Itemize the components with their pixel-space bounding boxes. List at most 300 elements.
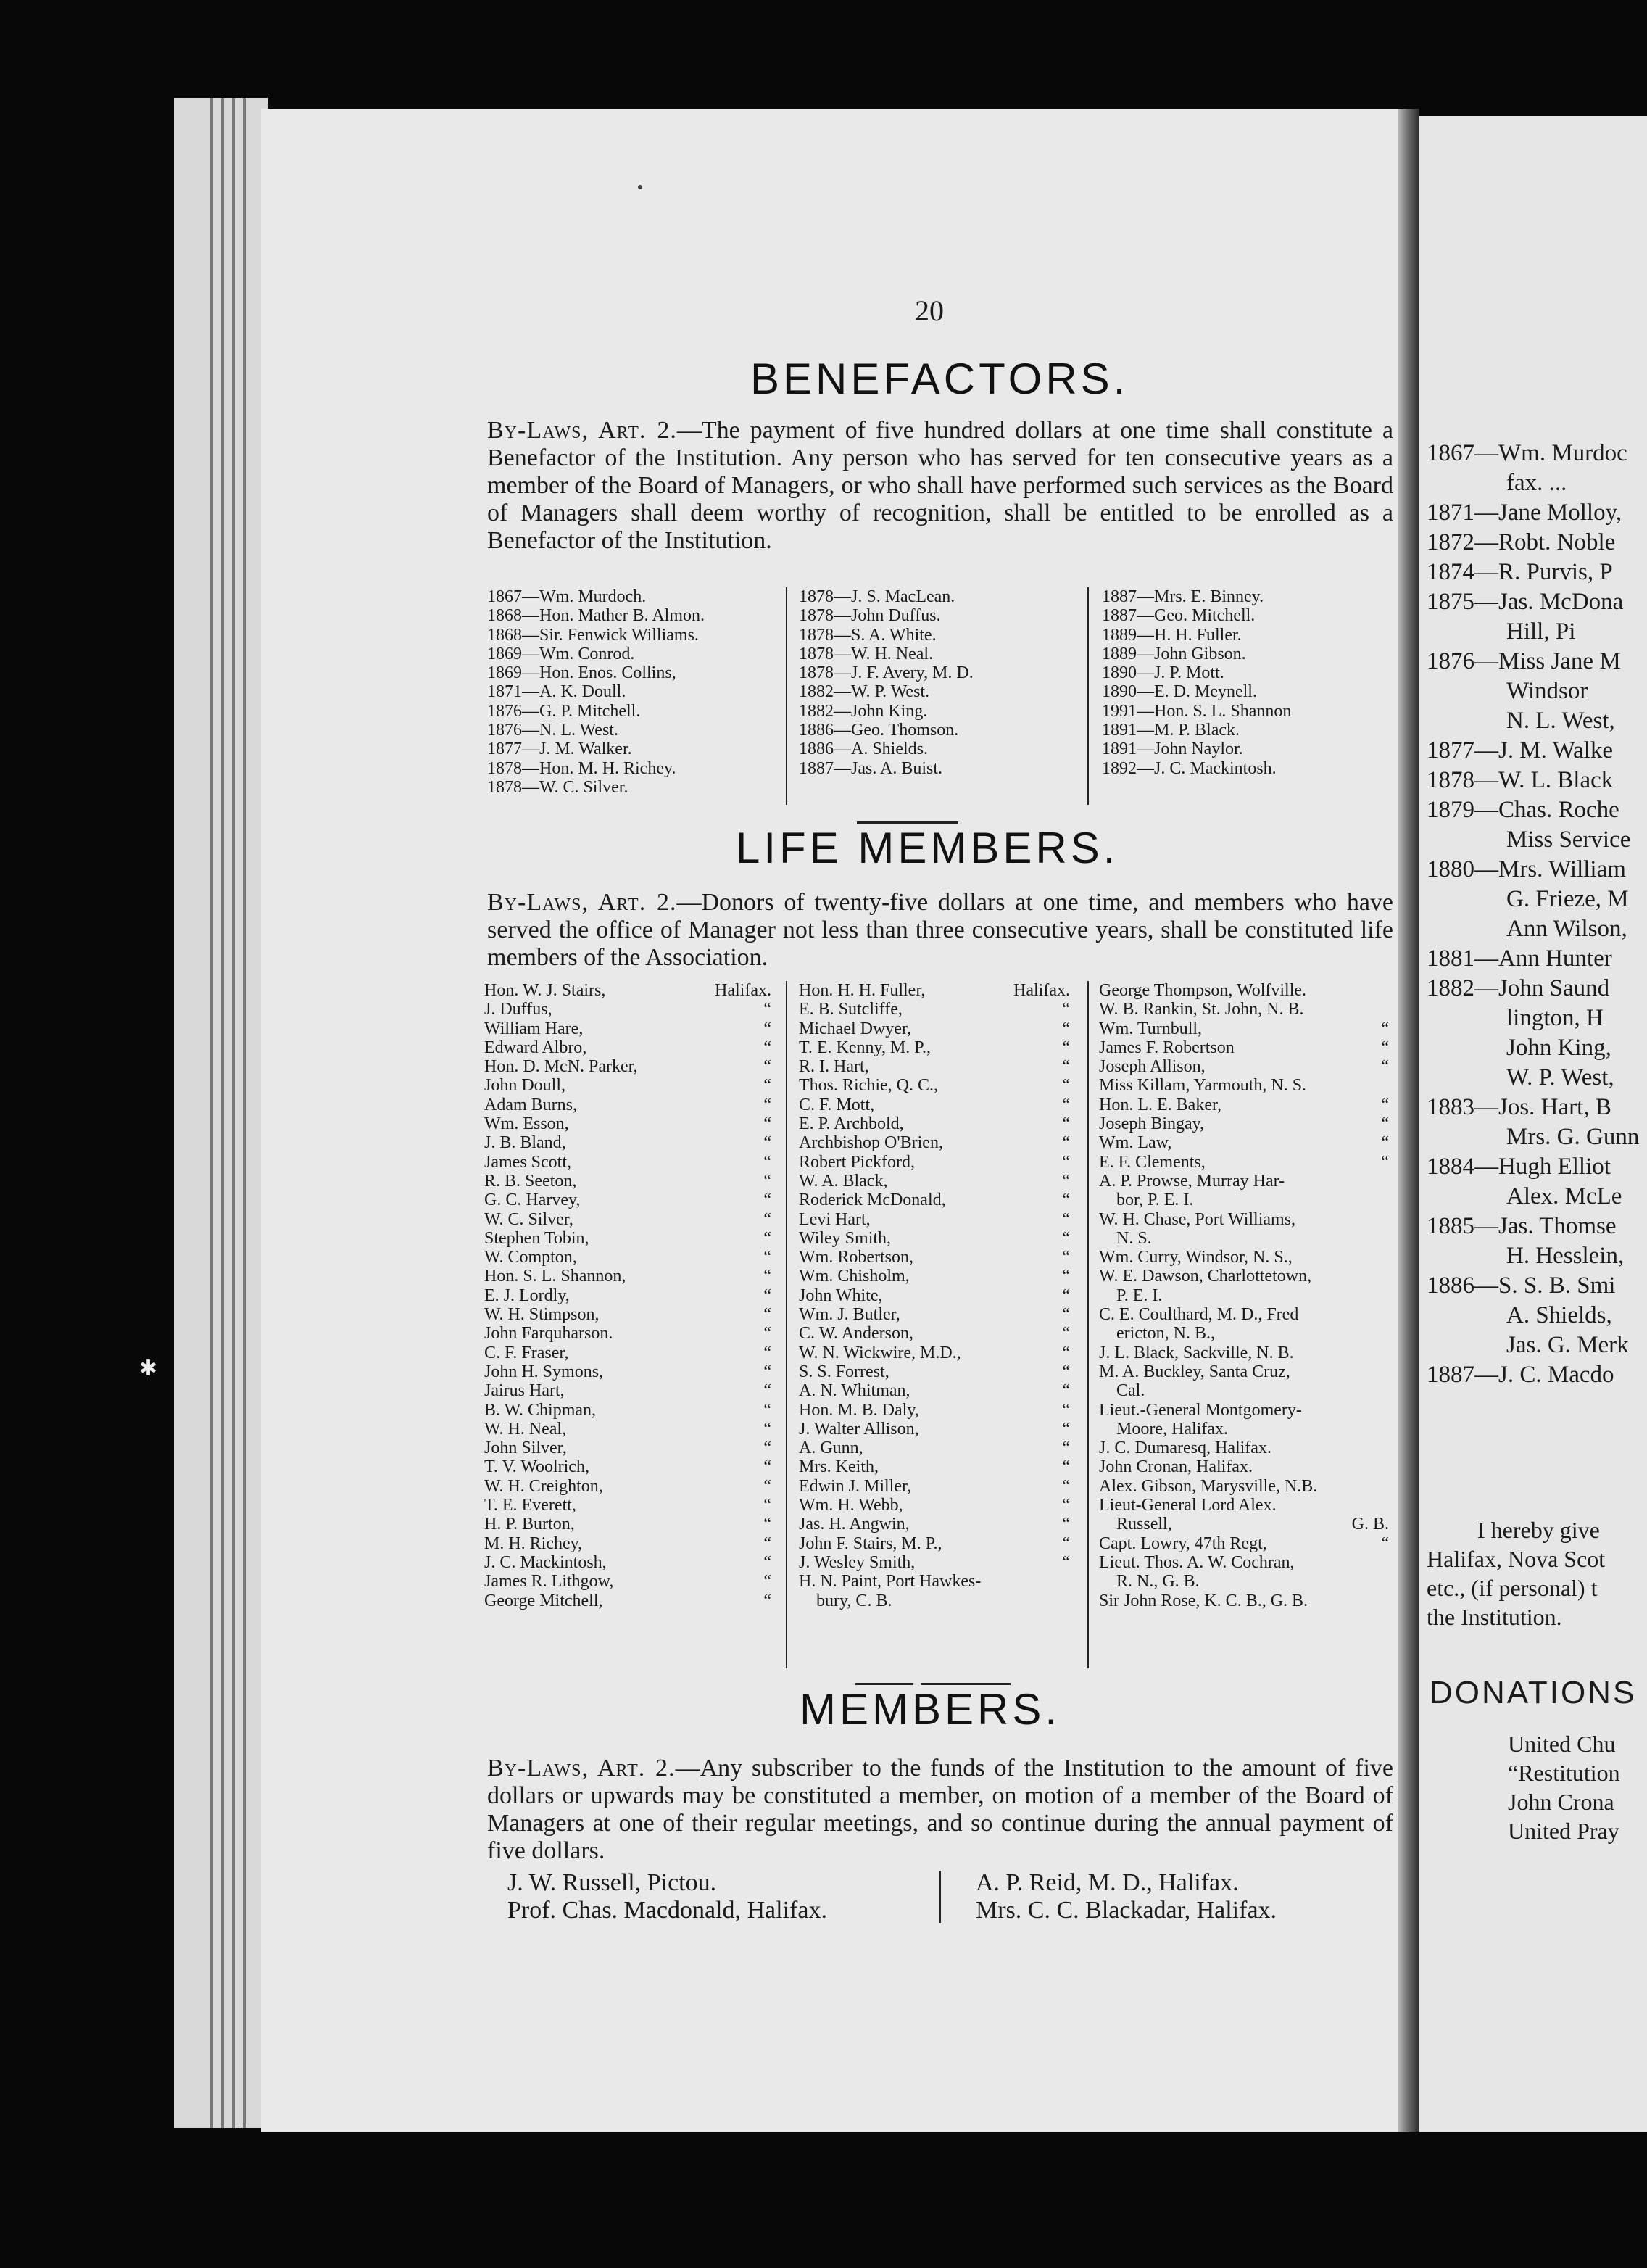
member-name: John White,: [799, 1286, 883, 1305]
life-member-entry: [1099, 1191, 1392, 1209]
member-name: T. E. Everett,: [484, 1496, 576, 1515]
member-name: J. C. Dumaresq, Halifax.: [1099, 1439, 1271, 1458]
page-number: 20: [915, 294, 944, 327]
bylaw-text: —The payment of five hundred dollars at one time shall constitute a Benefactor of the Institution. Any person who has served for ten consecutive years as a member of the Board of Managers, or who shall have performed such services as the Board of Managers shall deem worthy of recognition, shall be entitled to be enrolled as a Benefactor of the Institution.: [487, 417, 1393, 554]
life-members-column-1: [484, 981, 774, 1610]
member-name: W. N. Wickwire, M.D.,: [799, 1343, 961, 1362]
life-member-entry: [799, 1038, 1073, 1057]
life-member-entry: [1099, 1362, 1392, 1381]
benefactor-entry: 1892—J. C. Mackintosh.: [1102, 758, 1277, 778]
benefactors-heading: BENEFACTORS.: [750, 355, 1129, 403]
facing-list-entry: 1877—J. M. Walke: [1427, 737, 1614, 763]
member-place: “: [1062, 1496, 1070, 1515]
member-name: H. N. Paint, Port Hawkes-: [799, 1572, 982, 1592]
member-place: “: [1062, 1171, 1070, 1191]
benefactor-entry: 1887—Mrs. E. Binney.: [1102, 587, 1264, 606]
member-name: Wm. Esson,: [484, 1114, 569, 1134]
facing-list-entry: 1874—R. Purvis, P: [1427, 559, 1613, 585]
member-place: [1389, 1248, 1392, 1267]
benefactor-entry: 1878—S. A. White.: [799, 625, 937, 645]
members-bylaw: [487, 1755, 1393, 1865]
member-place: “: [1062, 1076, 1070, 1096]
member-place: “: [1062, 1343, 1070, 1362]
member-name: Russell,: [1099, 1515, 1172, 1534]
member-name: Hon. W. J. Stairs,: [484, 981, 606, 1000]
member-name: William Hare,: [484, 1019, 584, 1038]
member-place: “: [1062, 1286, 1070, 1305]
member-place: “: [1381, 1095, 1389, 1114]
member-place: “: [763, 1476, 771, 1496]
member-place: “: [1062, 1534, 1070, 1553]
member-entry: J. W. Russell, Pictou.: [507, 1869, 717, 1896]
member-place: [1389, 1496, 1392, 1515]
member-place: “: [1062, 1191, 1070, 1210]
member-place: “: [763, 1286, 771, 1305]
benefactor-entry: 1871—A. K. Doull.: [487, 682, 626, 702]
member-place: [1389, 1477, 1392, 1496]
member-name: Hon. S. L. Shannon,: [484, 1267, 626, 1286]
member-name: W. H. Creighton,: [484, 1476, 603, 1496]
member-place: “: [763, 1076, 771, 1096]
benefactor-entry: 1886—Geo. Thomson.: [799, 721, 959, 740]
member-name: Levi Hart,: [799, 1209, 871, 1229]
life-member-entry: [484, 1572, 774, 1591]
life-member-entry: [799, 1191, 1073, 1209]
life-member-entry: [484, 1191, 774, 1209]
member-place: “: [1062, 1324, 1070, 1344]
life-member-entry: [799, 1133, 1073, 1152]
member-name: James R. Lithgow,: [484, 1572, 614, 1592]
member-name: Roderick McDonald,: [799, 1191, 946, 1210]
life-member-entry: [484, 1534, 774, 1553]
page-edge: [210, 98, 213, 2128]
member-name: T. E. Kenny, M. P.,: [799, 1038, 931, 1057]
member-place: “: [763, 1343, 771, 1362]
member-name: Wm. Curry, Windsor, N. S.,: [1099, 1248, 1293, 1267]
life-member-entry: [484, 1286, 774, 1305]
life-member-entry: [1099, 1076, 1392, 1095]
member-place: [1389, 1000, 1392, 1019]
member-name: W. B. Rankin, St. John, N. B.: [1099, 1000, 1304, 1019]
member-name: J. C. Mackintosh,: [484, 1552, 607, 1572]
facing-list-entry: 1875—Jas. McDona: [1427, 589, 1624, 615]
life-member-entry: [484, 1229, 774, 1248]
life-member-entry: [1099, 1401, 1392, 1420]
member-place: “: [1062, 1381, 1070, 1401]
member-name: Wm. Robertson,: [799, 1248, 913, 1267]
member-place: “: [763, 1552, 771, 1572]
life-member-entry: [484, 1076, 774, 1095]
life-member-entry: [799, 1592, 1073, 1610]
facing-list-entry: Jas. G. Merk: [1506, 1332, 1629, 1358]
life-member-entry: [484, 1401, 774, 1420]
member-place: [1389, 1286, 1392, 1305]
benefactor-entry: 1890—E. D. Meynell.: [1102, 682, 1257, 702]
member-name: James Scott,: [484, 1152, 571, 1172]
life-members-heading: LIFE MEMBERS.: [736, 824, 1119, 872]
facing-bequest-text: [1427, 1515, 1605, 1631]
life-member-entry: [484, 1248, 774, 1267]
facing-list-entry: Miss Service: [1506, 827, 1631, 853]
life-member-entry: [799, 1248, 1073, 1267]
member-place: “: [763, 1419, 771, 1439]
life-member-entry: [1099, 1572, 1392, 1591]
facing-list-entry: 1882—John Saund: [1427, 975, 1610, 1001]
member-place: “: [1381, 1114, 1389, 1134]
life-member-entry: [799, 1401, 1073, 1420]
member-name: Stephen Tobin,: [484, 1228, 589, 1248]
page-edge: [243, 98, 246, 2128]
member-place: “: [763, 1572, 771, 1592]
member-name: P. E. I.: [1099, 1286, 1163, 1305]
life-member-entry: [484, 1496, 774, 1515]
member-name: Alex. Gibson, Marysville, N.B.: [1099, 1476, 1318, 1496]
column-divider: [786, 587, 787, 805]
member-place: [1389, 1572, 1392, 1591]
member-place: [1389, 1267, 1392, 1286]
life-member-entry: [799, 981, 1073, 1000]
facing-list-entry: 1883—Jos. Hart, B: [1427, 1094, 1611, 1120]
member-place: “: [1062, 1019, 1070, 1038]
member-name: Sir John Rose, K. C. B., G. B.: [1099, 1591, 1308, 1610]
donations-heading: DONATIONS: [1430, 1675, 1637, 1710]
member-place: “: [763, 1209, 771, 1229]
life-member-entry: [799, 1286, 1073, 1305]
member-place: “: [763, 1534, 771, 1553]
member-place: [1389, 1324, 1392, 1343]
member-name: A. Gunn,: [799, 1439, 863, 1458]
member-entry: Mrs. C. C. Blackadar, Halifax.: [976, 1897, 1277, 1924]
member-name: C. F. Mott,: [799, 1095, 875, 1114]
life-member-entry: [1099, 1324, 1392, 1343]
facing-list-entry: 1872—Robt. Noble: [1427, 529, 1616, 555]
member-place: “: [763, 1324, 771, 1344]
column-divider: [939, 1871, 941, 1923]
benefactor-entry: 1887—Geo. Mitchell.: [1102, 606, 1256, 626]
life-member-entry: [799, 1210, 1073, 1229]
facing-donations-list: [1508, 1729, 1620, 1845]
member-place: [1389, 1191, 1392, 1209]
member-name: Lieut. Thos. A. W. Cochran,: [1099, 1552, 1295, 1572]
donation-entry: John Crona: [1508, 1789, 1614, 1815]
member-name: W. E. Dawson, Charlottetown,: [1099, 1267, 1312, 1286]
member-place: “: [1062, 1152, 1070, 1172]
life-member-entry: [1099, 1057, 1392, 1076]
life-member-entry: [799, 1496, 1073, 1515]
member-name: J. B. Bland,: [484, 1133, 566, 1153]
member-name: E. B. Sutcliffe,: [799, 1000, 903, 1019]
member-name: Lieut-General Lord Alex.: [1099, 1496, 1277, 1515]
member-place: “: [1062, 1476, 1070, 1496]
facing-benefactor-list: [1427, 439, 1639, 1390]
member-name: W. H. Chase, Port Williams,: [1099, 1209, 1296, 1229]
member-place: [1389, 1229, 1392, 1248]
member-name: Wiley Smith,: [799, 1228, 892, 1248]
member-name: R. N., G. B.: [1099, 1572, 1200, 1592]
member-place: “: [1381, 1038, 1389, 1057]
life-member-entry: [799, 1057, 1073, 1076]
life-members-bylaw: [487, 889, 1393, 972]
life-member-entry: [799, 1572, 1073, 1591]
member-place: [1389, 1457, 1392, 1476]
member-name: Wm. Turnbull,: [1099, 1019, 1203, 1038]
life-member-entry: [799, 1457, 1073, 1476]
members-left: [507, 1869, 827, 1924]
facing-list-entry: N. L. West,: [1506, 708, 1615, 734]
member-place: [1389, 1076, 1392, 1095]
life-member-entry: [1099, 1133, 1392, 1152]
life-member-entry: [799, 1534, 1073, 1553]
member-name: John H. Symons,: [484, 1362, 604, 1381]
member-name: N. S.: [1099, 1228, 1152, 1248]
life-member-entry: [1099, 1229, 1392, 1248]
member-name: Jas. H. Angwin,: [799, 1515, 910, 1534]
facing-list-entry: 1871—Jane Molloy,: [1427, 500, 1622, 526]
life-member-entry: [799, 1477, 1073, 1496]
benefactor-entry: 1869—Wm. Conrod.: [487, 644, 635, 663]
life-member-entry: [799, 1114, 1073, 1133]
member-name: George Mitchell,: [484, 1591, 603, 1610]
member-name: R. I. Hart,: [799, 1057, 869, 1077]
benefactor-entry: 1889—H. H. Fuller.: [1102, 625, 1242, 645]
life-member-entry: [799, 1172, 1073, 1191]
facing-list-entry: 1881—Ann Hunter: [1427, 945, 1612, 972]
benefactor-entry: 1878—J. S. MacLean.: [799, 587, 955, 606]
benefactor-entry: 1868—Sir. Fenwick Williams.: [487, 625, 699, 645]
facing-list-entry: H. Hesslein,: [1506, 1243, 1625, 1269]
facing-list-entry: Mrs. G. Gunn: [1506, 1124, 1640, 1150]
member-name: Hon. M. B. Daly,: [799, 1400, 919, 1420]
ink-dot: [638, 185, 642, 189]
facing-list-entry: Ann Wilson,: [1506, 916, 1627, 942]
member-place: “: [763, 1457, 771, 1477]
member-place: “: [1062, 1228, 1070, 1248]
life-members-column-3: [1099, 981, 1392, 1610]
life-member-entry: [799, 1553, 1073, 1572]
life-member-entry: [484, 1019, 774, 1038]
member-place: “: [763, 1000, 771, 1019]
life-member-entry: [1099, 1248, 1392, 1267]
member-place: [1389, 1420, 1392, 1439]
facing-list-entry: 1887—J. C. Macdo: [1427, 1362, 1614, 1388]
member-place: “: [763, 1381, 771, 1401]
member-name: Wm. J. Butler,: [799, 1305, 900, 1325]
member-name: E. P. Archbold,: [799, 1114, 904, 1134]
member-place: “: [763, 1362, 771, 1381]
life-member-entry: [1099, 1000, 1392, 1019]
facing-list-entry: fax. ...: [1506, 470, 1567, 496]
life-member-entry: [484, 1420, 774, 1439]
column-divider: [786, 981, 787, 1668]
member-place: “: [763, 1305, 771, 1325]
scan-fleck: ✱: [139, 1357, 158, 1381]
member-place: “: [1062, 1114, 1070, 1134]
bylaw-text: —Any subscriber to the funds of the Institution to the amount of five dollars or upwards may be constituted a member, on motion of a member of the Board of Managers at one of their regular meetings, and so continue during the annual payment of five dollars.: [487, 1755, 1393, 1864]
member-place: “: [1062, 1038, 1070, 1057]
member-place: “: [763, 1152, 771, 1172]
member-place: “: [1062, 1267, 1070, 1286]
member-place: “: [1062, 1362, 1070, 1381]
member-name: John Farquharson.: [484, 1324, 613, 1344]
life-member-entry: [1099, 1114, 1392, 1133]
benefactor-entry: 1882—W. P. West.: [799, 682, 930, 702]
facing-list-entry: Alex. McLe: [1506, 1183, 1622, 1209]
member-name: A. P. Prowse, Murray Har-: [1099, 1171, 1285, 1191]
member-name: H. P. Burton,: [484, 1515, 575, 1534]
life-member-entry: [1099, 1439, 1392, 1457]
benefactor-entry: 1876—G. P. Mitchell.: [487, 701, 641, 721]
member-place: [1389, 1553, 1392, 1572]
member-place: “: [1381, 1152, 1389, 1172]
life-member-entry: [799, 1515, 1073, 1534]
life-member-entry: [799, 1344, 1073, 1362]
member-name: B. W. Chipman,: [484, 1400, 597, 1420]
member-name: James F. Robertson: [1099, 1038, 1235, 1057]
life-member-entry: [484, 1553, 774, 1572]
member-name: Robert Pickford,: [799, 1152, 915, 1172]
bylaw-label: By-Laws, Art. 2.: [487, 889, 677, 916]
life-member-entry: [799, 1000, 1073, 1019]
benefactor-entry: 1890—J. P. Mott.: [1102, 663, 1224, 683]
life-member-entry: [484, 1592, 774, 1610]
bequest-line: etc., (if personal) t: [1427, 1575, 1598, 1601]
life-member-entry: [484, 1439, 774, 1457]
life-members-column-2: [799, 981, 1073, 1610]
member-place: “: [1062, 1419, 1070, 1439]
member-place: “: [763, 1133, 771, 1153]
life-member-entry: [1099, 981, 1392, 1000]
page-edge: [232, 98, 235, 2128]
member-name: C. W. Anderson,: [799, 1324, 914, 1344]
life-member-entry: [1099, 1305, 1392, 1324]
member-name: Thos. Richie, Q. C.,: [799, 1076, 938, 1096]
member-name: George Thompson, Wolfville.: [1099, 981, 1307, 1000]
member-name: Cal.: [1099, 1381, 1145, 1401]
member-place: [1389, 1305, 1392, 1324]
member-place: “: [1062, 1457, 1070, 1477]
facing-list-entry: 1886—S. S. B. Smi: [1427, 1272, 1616, 1299]
member-name: John Cronan, Halifax.: [1099, 1457, 1253, 1477]
members-right: [976, 1869, 1277, 1924]
life-member-entry: [484, 1210, 774, 1229]
member-name: A. N. Whitman,: [799, 1381, 910, 1401]
member-place: “: [1062, 1133, 1070, 1153]
member-name: Moore, Halifax.: [1099, 1419, 1228, 1439]
member-place: “: [1381, 1133, 1389, 1153]
life-member-entry: [799, 1305, 1073, 1324]
benefactors-bylaw: [487, 417, 1393, 555]
member-name: ericton, N. B.,: [1099, 1324, 1215, 1344]
member-name: J. Walter Allison,: [799, 1419, 919, 1439]
member-place: “: [1381, 1019, 1389, 1038]
life-member-entry: [1099, 1553, 1392, 1572]
life-member-entry: [799, 1153, 1073, 1172]
page-edge: [221, 98, 224, 2128]
member-name: T. V. Woolrich,: [484, 1457, 589, 1477]
member-place: “: [763, 1171, 771, 1191]
life-member-entry: [484, 1057, 774, 1076]
member-place: “: [763, 1496, 771, 1515]
member-place: “: [763, 1515, 771, 1534]
member-name: W. C. Silver,: [484, 1209, 573, 1229]
member-place: [1389, 1172, 1392, 1191]
benefactor-entry: 1876—N. L. West.: [487, 721, 618, 740]
bylaw-label: By-Laws, Art. 2.: [487, 417, 677, 444]
member-place: “: [763, 1228, 771, 1248]
life-member-entry: [484, 1172, 774, 1191]
life-member-entry: [1099, 1153, 1392, 1172]
member-place: “: [763, 1114, 771, 1134]
member-place: “: [763, 1400, 771, 1420]
member-name: W. H. Stimpson,: [484, 1305, 600, 1325]
facing-list-entry: 1880—Mrs. William: [1427, 856, 1626, 882]
life-member-entry: [484, 1153, 774, 1172]
member-place: Halifax.: [715, 981, 771, 1000]
life-member-entry: [1099, 1381, 1392, 1400]
bylaw-text: —Donors of twenty-five dollars at one time, and members who have served the office of Manager not less than three consecutive years, shall be constituted life members of the Association.: [487, 889, 1393, 971]
member-name: Wm. Chisholm,: [799, 1267, 910, 1286]
member-name: S. S. Forrest,: [799, 1362, 889, 1381]
bylaw-label: By-Laws, Art. 2.: [487, 1755, 676, 1781]
facing-list-entry: W. P. West,: [1506, 1064, 1614, 1090]
facing-page: [1419, 116, 1647, 2132]
member-place: “: [763, 1095, 771, 1114]
member-name: Hon. D. McN. Parker,: [484, 1057, 638, 1077]
life-member-entry: [1099, 1534, 1392, 1553]
life-member-entry: [484, 1114, 774, 1133]
life-member-entry: [799, 1324, 1073, 1343]
life-member-entry: [799, 1420, 1073, 1439]
member-name: Archbishop O'Brien,: [799, 1133, 943, 1153]
life-member-entry: [484, 1000, 774, 1019]
member-name: C. F. Fraser,: [484, 1343, 569, 1362]
member-place: “: [763, 1267, 771, 1286]
life-member-entry: [484, 1267, 774, 1286]
member-place: “: [1062, 1305, 1070, 1325]
member-place: [1070, 1572, 1073, 1591]
life-member-entry: [484, 1381, 774, 1400]
member-name: Miss Killam, Yarmouth, N. S.: [1099, 1076, 1307, 1096]
member-place: “: [1062, 1439, 1070, 1458]
member-place: “: [1062, 1400, 1070, 1420]
column-divider: [1087, 981, 1089, 1668]
member-place: “: [1062, 1515, 1070, 1534]
benefactors-column-2: [799, 587, 974, 778]
member-place: “: [763, 1591, 771, 1610]
member-name: Joseph Allison,: [1099, 1057, 1206, 1077]
member-place: [1389, 981, 1392, 1000]
facing-list-entry: 1878—W. L. Black: [1427, 767, 1614, 793]
life-member-entry: [1099, 1477, 1392, 1496]
benefactor-entry: 1878—J. F. Avery, M. D.: [799, 663, 974, 683]
benefactor-entry: 1887—Jas. A. Buist.: [799, 758, 943, 778]
life-member-entry: [484, 1362, 774, 1381]
donation-entry: United Pray: [1508, 1818, 1619, 1844]
benefactor-entry: 1886—A. Shields.: [799, 740, 929, 759]
life-member-entry: [1099, 1019, 1392, 1038]
life-member-entry: [799, 1267, 1073, 1286]
life-member-entry: [1099, 1210, 1392, 1229]
donation-entry: United Chu: [1508, 1731, 1616, 1757]
bequest-line: the Institution.: [1427, 1604, 1562, 1630]
member-place: “: [1062, 1000, 1070, 1019]
member-place: “: [1062, 1095, 1070, 1114]
member-name: John Doull,: [484, 1076, 566, 1096]
life-member-entry: [799, 1439, 1073, 1457]
benefactors-column-1: [487, 587, 705, 797]
member-name: Hon. L. E. Baker,: [1099, 1095, 1221, 1114]
life-member-entry: [1099, 1096, 1392, 1114]
